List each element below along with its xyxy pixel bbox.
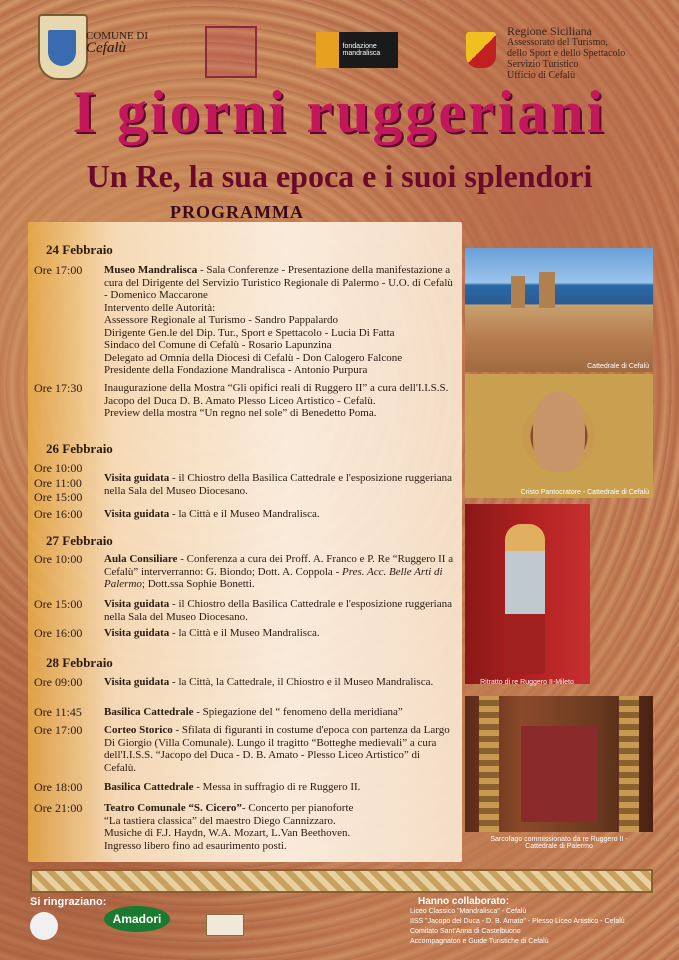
- event-line: Intervento delle Autorità:: [104, 301, 216, 314]
- event-line: Presidente della Fondazione Mandralisca - Antonio Purpura: [104, 364, 368, 376]
- image-caption: Ritratto di re Ruggero II-Mileto: [480, 679, 574, 686]
- event-line: Delegato ad Omnia della Diocesi di Cefalù - Don Calogero Falcone: [104, 351, 403, 364]
- event-title: Visita guidata: [104, 627, 170, 639]
- event-title: Basilica Cattedrale: [104, 706, 194, 718]
- regione-line: Ufficio di Cefalù: [507, 70, 576, 81]
- king-figure-shape: [505, 524, 545, 674]
- comune-small-text: COMUNE DI: [86, 30, 149, 42]
- event-title: Corteo Storico: [104, 724, 173, 736]
- sponsor-logo: [30, 912, 58, 940]
- event-text: - la Città e il Museo Mandralisca.: [169, 508, 320, 520]
- event-desc: [104, 724, 454, 774]
- event-line: Preview della mostra “Un regno nel sole” di Benedetto Poma.: [104, 407, 377, 419]
- image-caption: Cristo Pantocratore - Cattedrale di Cefalù: [520, 489, 649, 496]
- tower-shape: [539, 272, 555, 308]
- ritratto-photo: [465, 504, 590, 684]
- tower-shape: [511, 276, 525, 308]
- event-desc: [104, 508, 454, 521]
- event-text: - Concerto per pianoforte: [241, 802, 354, 814]
- event-desc: [104, 802, 454, 852]
- header: [0, 0, 679, 80]
- event-text: - Sala Conferenze - Presentazione della manifestazione a cura del Dirigente del Servizio Turistico Regionale di Palermo - U.O. di Cefalù - Domenico Maccarone: [104, 264, 453, 301]
- event-time: Ore 11:00: [34, 475, 82, 490]
- poster-title: I giorni ruggeriani: [72, 79, 607, 145]
- event-title: Aula Consiliare: [104, 553, 178, 565]
- comune-label: [86, 30, 148, 54]
- event-text: - la Città, la Cattedrale, il Chiostro e il Museo Mandralisca.: [169, 676, 434, 688]
- event-line: Sindaco del Comune di Cefalù - Rosario Lapunzina: [104, 339, 332, 351]
- event-title: Museo Mandralisca: [104, 264, 198, 276]
- event-time: Ore 16:00: [34, 507, 83, 521]
- event-time: Ore 15:00: [34, 597, 83, 611]
- event-desc: [104, 706, 454, 719]
- caption-line: Sarcofago commissionato da re Ruggero II -: [490, 836, 628, 843]
- fondazione-logo: [316, 32, 398, 68]
- event-text: - la Città e il Museo Mandralisca.: [169, 627, 320, 639]
- event-time: Ore 09:00: [34, 675, 83, 689]
- event-line: Dirigente Gen.le del Dip. Tur., Sport e Spettacolo - Lucia Di Fatta: [104, 326, 395, 339]
- caption-line: Cattedrale di Palermo: [525, 843, 593, 850]
- comune-name: Cefalù: [86, 40, 126, 56]
- day-heading: 24 Febbraio: [46, 242, 113, 257]
- amadori-logo: Amadori: [104, 906, 170, 932]
- event-text: - Messa in suffragio di re Ruggero II.: [193, 781, 361, 793]
- cattedrale-photo: [465, 248, 653, 372]
- sponsor-logo: [206, 914, 244, 936]
- collab-list: [410, 907, 625, 947]
- sarcofago-photo: [465, 696, 653, 832]
- event-text: - Conferenza a cura dei Proff. A. Franco e P. Re “Ruggero II a Cefalù” interverranno: G. Biondo; Dott. A. Coppola -: [104, 553, 454, 578]
- regione-block: [507, 26, 625, 81]
- fondazione-mark-icon: [316, 32, 339, 68]
- collab-heading: Hanno collaborato:: [418, 896, 510, 907]
- shield-icon: [48, 30, 76, 66]
- regione-line: dello Sport e dello Spettacolo: [507, 48, 626, 59]
- day-heading: 28 Febbraio: [46, 655, 113, 670]
- event-title: Teatro Comunale “S. Cicero”: [104, 802, 242, 814]
- event-time: Ore 10:00: [34, 461, 83, 475]
- sarcophagus-shape: [521, 726, 597, 822]
- regione-line: Assessorato del Turismo,: [507, 37, 608, 48]
- event-times: [34, 462, 102, 504]
- event-desc: [104, 553, 454, 591]
- event-text: - Sfilata di figuranti in costume d'epoca con partenza da Largo Di Giorgio (Villa Comunale). Lungo il tragitto “Botteghe medievali” a cura dell'I.I.S.S. “Jacopo del Duca - D. B. Amato - Plesso Liceo Artistico” di Cefalù.: [104, 724, 450, 774]
- event-desc: [104, 472, 454, 497]
- event-text: Inaugurazione della Mostra “Gli opifici reali di Ruggero II” a cura dell'I.I.S.S. Jacopo del Duca D. B. Amato Plesso Liceo Artistico - Cefalù.: [104, 382, 449, 407]
- collab-item: IISS "Jacopo del Duca - D. B. Amato" - Plesso Liceo Artistico - Cefalù: [410, 918, 625, 925]
- fondazione-text: fondazione mandralisca: [342, 43, 381, 57]
- poster-subtitle: Un Re, la sua epoca e i suoi splendori: [86, 158, 593, 194]
- event-title: Visita guidata: [104, 472, 170, 484]
- collab-item: Comitato Sant'Anna di Castelbuono: [410, 928, 521, 935]
- image-caption: [465, 836, 653, 850]
- event-title: Visita guidata: [104, 598, 170, 610]
- stamp-logo: [205, 26, 257, 78]
- pantocratore-photo: [465, 374, 653, 498]
- decorative-border: [30, 869, 653, 893]
- image-caption: Cattedrale di Cefalù: [587, 363, 649, 370]
- event-desc: [104, 382, 454, 420]
- event-desc: [104, 264, 454, 377]
- event-line: “La tastiera classica” del maestro Diego Cannizzaro.: [104, 814, 336, 827]
- event-title: Basilica Cattedrale: [104, 781, 194, 793]
- collab-item: Liceo Classico "Mandralisca" - Cefalù: [410, 908, 527, 915]
- event-time: Ore 10:00: [34, 552, 83, 566]
- column-shape: [619, 696, 639, 832]
- event-text: - Spiegazione del “ fenomeno della meridiana”: [193, 706, 403, 718]
- thanks-heading: Si ringraziano:: [30, 896, 107, 908]
- event-time: Ore 15:00: [34, 490, 83, 504]
- event-desc: [104, 676, 454, 689]
- event-text: ; Dott.ssa Sophie Bonetti.: [141, 578, 255, 590]
- event-desc: [104, 598, 454, 623]
- event-line: Ingresso libero fino ad esaurimento posti.: [104, 839, 287, 852]
- programma-heading: PROGRAMMA: [170, 202, 304, 222]
- event-time: Ore 18:00: [34, 780, 83, 794]
- event-line: Assessore Regionale al Turismo - Sandro Pappalardo: [104, 314, 339, 326]
- event-time: Ore 16:00: [34, 626, 83, 640]
- event-time: Ore 17:00: [34, 263, 83, 277]
- event-desc: [104, 627, 454, 640]
- event-time: Ore 17:30: [34, 381, 83, 395]
- event-desc: [104, 781, 454, 794]
- day-heading: 27 Febbraio: [46, 533, 113, 548]
- column-shape: [479, 696, 499, 832]
- event-title: Visita guidata: [104, 508, 170, 520]
- event-time: Ore 11:45: [34, 705, 82, 719]
- event-italic: Pres. Acc. Belle Arti di Palermo: [104, 565, 443, 590]
- regione-sicilia-emblem-icon: [466, 32, 496, 68]
- event-line: Musiche di F.J. Haydn, W.A. Mozart, L.Van Beethoven.: [104, 827, 351, 839]
- event-text: - il Chiostro della Basilica Cattedrale e l'esposizione ruggeriana nella Sala del Museo Diocesano.: [104, 598, 452, 623]
- comune-coat-of-arms-logo: [38, 14, 88, 80]
- event-time: Ore 21:00: [34, 801, 83, 815]
- collab-item: Accompagnatori e Guide Turistiche di Cefalù: [410, 938, 549, 945]
- event-text: - il Chiostro della Basilica Cattedrale e l'esposizione ruggeriana nella Sala del Museo Diocesano.: [104, 472, 452, 497]
- day-heading: 26 Febbraio: [46, 441, 113, 456]
- event-title: Visita guidata: [104, 676, 170, 688]
- face-shape: [533, 392, 585, 472]
- regione-line: Servizio Turistico: [507, 59, 579, 70]
- event-time: Ore 17:00: [34, 723, 83, 737]
- regione-line: Regione Siciliana: [507, 24, 592, 38]
